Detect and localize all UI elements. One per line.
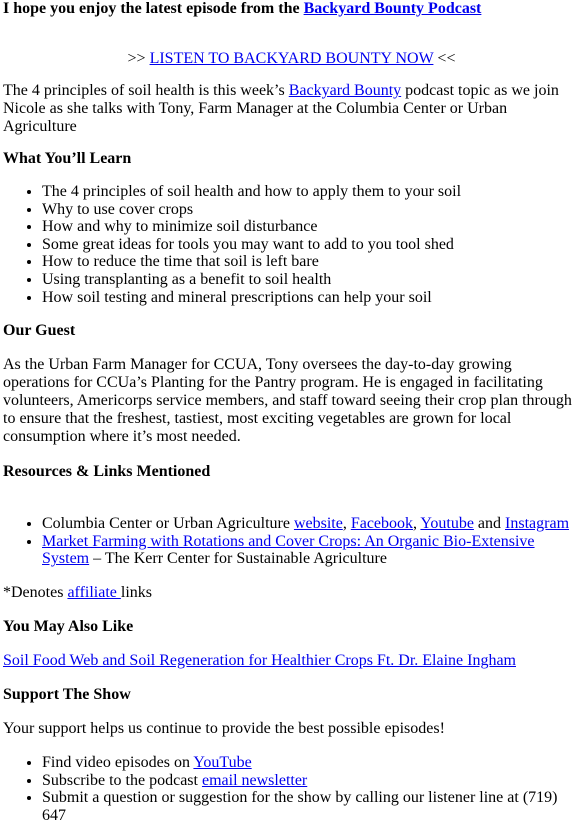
resources-list [3,515,580,568]
listen-suffix: << [433,50,456,67]
episode-summary [3,82,580,136]
summary-text-after: podcast topic as we join Nicole as she talks with Tony, Farm Manager at the Columbia Center or Urban Agriculture [3,82,559,135]
listen-now-link[interactable]: LISTEN TO BACKYARD BOUNTY NOW [149,50,434,67]
intro-text: I hope you enjoy the latest episode from the [3,0,304,17]
podcast-link[interactable]: Backyard Bounty Podcast [303,0,482,17]
affiliate-before: *Denotes [3,583,68,601]
learn-list [3,183,580,306]
book-publisher: – The Kerr Center for Sustainable Agriculture [89,550,387,568]
separator: and [473,515,506,533]
ccua-instagram-link[interactable]: Instagram [505,515,570,533]
youtube-link[interactable]: YouTube [193,753,252,771]
market-farming-book-link[interactable]: Market Farming with Rotations and Cover Crops: An Organic Bio-Extensive System [42,532,535,568]
subscribe-label: Subscribe to the podcast [42,771,202,789]
separator: , [342,515,351,533]
list-item [42,515,580,533]
affiliate-note [3,584,580,602]
list-item: • How to reduce the time that soil is left bare [42,253,580,271]
separator: , [413,515,421,533]
list-item: • The 4 principles of soil health and how to apply them to your soil [42,183,580,201]
backyard-bounty-link[interactable]: Backyard Bounty [288,82,402,99]
email-newsletter-link[interactable]: email newsletter [201,771,308,789]
ccua-youtube-link[interactable]: Youtube [420,515,474,533]
listen-prefix: >> [127,50,150,67]
you-may-also-like-heading: You May Also Like [3,617,134,635]
support-heading: Support The Show [3,685,131,703]
affiliate-after: links [120,583,153,601]
related-episode [3,652,580,670]
what-you-learn-heading: What You’ll Learn [3,150,132,167]
list-item [42,772,580,790]
related-episode-link[interactable]: Soil Food Web and Soil Regeneration for Healthier Crops Ft. Dr. Elaine Ingham [3,651,516,669]
list-item [42,754,580,772]
list-item: • How and why to minimize soil disturbance [42,218,580,236]
intro-line [3,0,580,17]
resources-heading: Resources & Links Mentioned [3,463,211,481]
list-item: • Submit a question or suggestion for the show by calling our listener line at (719) 647 [42,789,580,824]
support-text: Your support helps us continue to provide the best possible episodes! [3,719,445,737]
support-list [3,754,580,824]
list-item: • Using transplanting as a benefit to soil health [42,271,580,289]
ccua-facebook-link[interactable]: Facebook [350,515,414,533]
list-item: • Some great ideas for tools you may want to add to you tool shed [42,236,580,254]
list-item [42,533,580,568]
list-item: • How soil testing and mineral prescriptions can help your soil [42,289,580,307]
guest-bio: As the Urban Farm Manager for CCUA, Tony oversees the day-to-day growing operations for CCUa’s Planting for the Pantry program. He is engaged in facilitating volunteers, Americorps service members, and staff toward seeing their crop plan through to ensure that the freshest, tastiest, most exciting vegetables are grown for local consumption where it’s most needed. [3,356,572,446]
list-item: • Why to use cover crops [42,201,580,219]
summary-text-before: The 4 principles of soil health is this week’s [3,82,289,99]
our-guest-heading: Our Guest [3,322,76,340]
ccua-website-link[interactable]: website [293,515,343,533]
affiliate-link[interactable]: affiliate [67,583,121,601]
listen-line [3,50,580,68]
video-label: Find video episodes on [42,753,194,771]
ccua-label: Columbia Center or Urban Agriculture [42,515,294,533]
